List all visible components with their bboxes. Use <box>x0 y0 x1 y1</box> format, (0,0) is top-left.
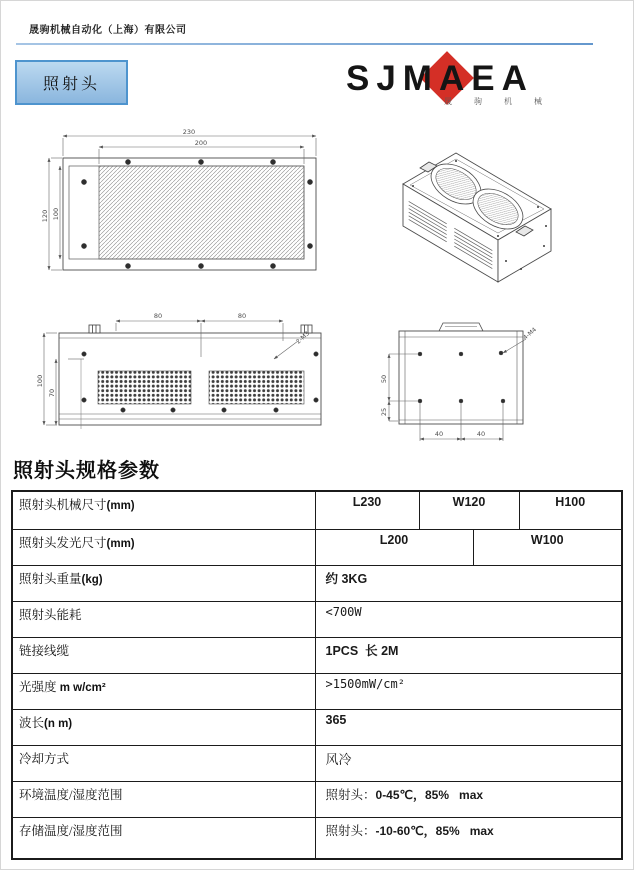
table-row <box>12 673 622 709</box>
table-row <box>12 817 622 859</box>
company-logo <box>346 57 554 107</box>
product-badge-label: 照射头 <box>42 76 100 93</box>
value-cell: 365 <box>315 709 622 745</box>
row-label-unit: (mm) <box>106 537 135 550</box>
row-label: 存储温度/湿度范围 <box>19 823 123 838</box>
table-row <box>12 565 622 601</box>
row-label-cell <box>12 745 315 781</box>
dim-120: 120 <box>41 209 49 223</box>
value-cell: W100 <box>473 529 622 565</box>
row-label: 环境温度/湿度范围 <box>19 787 123 802</box>
row-label-cell <box>12 565 315 601</box>
company-name: 晟驹机械自动化（上海）有限公司 <box>29 25 187 36</box>
row-label-cell <box>12 781 315 817</box>
value-cell: >1500mW/cm² <box>315 673 622 709</box>
table-row <box>12 781 622 817</box>
row-label: 光强度 <box>19 679 57 694</box>
row-label-cell <box>12 637 315 673</box>
row-label: 照射头机械尺寸 <box>19 498 107 512</box>
table-row <box>12 745 622 781</box>
emitting-window-hatch <box>99 166 304 259</box>
side-view-drawing <box>379 309 559 449</box>
value-cell <box>315 781 622 817</box>
value-cell: W120 <box>419 491 519 529</box>
note-4-m4: 4-M4 <box>522 326 539 342</box>
row-label: 链接线缆 <box>19 643 70 658</box>
row-label: 照射头发光尺寸 <box>19 535 107 550</box>
dim-40-left: 40 <box>434 430 444 438</box>
dim-80-right: 80 <box>237 312 247 320</box>
top-handle <box>439 323 483 331</box>
top-view-drawing <box>41 126 341 291</box>
value-text: -10-60℃，85% max <box>375 823 494 838</box>
row-label-unit: m w/cm² <box>56 681 106 694</box>
row-label-cell <box>12 491 315 529</box>
row-label-cell <box>12 709 315 745</box>
front-view-drawing <box>36 301 356 449</box>
logo-sub-text: 晟 驹 机 械 <box>444 97 552 106</box>
dim-50: 50 <box>380 374 388 384</box>
logo-brand-text: SJMAEA <box>346 59 534 98</box>
product-badge <box>15 60 128 105</box>
value-cell: 风冷 <box>315 745 622 781</box>
row-label-cell <box>12 529 315 565</box>
row-label-unit: (mm) <box>106 500 135 512</box>
row-label-cell <box>12 601 315 637</box>
note-2-m3: 2-M3 <box>295 330 311 346</box>
dim-100: 100 <box>52 207 60 221</box>
table-row <box>12 637 622 673</box>
value-cell: 约 3KG <box>315 565 622 601</box>
table-row <box>12 601 622 637</box>
table-row <box>12 529 622 565</box>
dim-230: 230 <box>182 128 196 136</box>
value-cell: <700W <box>315 601 622 637</box>
value-cell: L230 <box>315 491 419 529</box>
row-label: 照射头重量 <box>19 571 82 586</box>
dim-70: 70 <box>48 388 56 398</box>
dim-80-left: 80 <box>153 312 163 320</box>
table-row <box>12 491 622 529</box>
value-cell: H100 <box>519 491 622 529</box>
section-title: 照射头规格参数 <box>13 460 160 482</box>
value-text: 0-45℃，85% max <box>375 787 484 802</box>
row-label: 冷却方式 <box>19 751 70 766</box>
row-label-cell <box>12 817 315 859</box>
value-cell: L200 <box>315 529 473 565</box>
spec-table <box>11 490 623 860</box>
row-label: 波长 <box>19 715 45 730</box>
vent-grille-left <box>98 371 191 404</box>
table-row <box>12 709 622 745</box>
row-label-cell <box>12 673 315 709</box>
dim-40-right: 40 <box>476 430 486 438</box>
value-cell <box>315 817 622 859</box>
top-handles <box>89 325 312 333</box>
header-rule <box>16 43 593 45</box>
dim-25: 25 <box>380 407 388 417</box>
vent-grille-right <box>209 371 304 404</box>
dim-100: 100 <box>36 374 44 388</box>
dim-200: 200 <box>194 139 208 147</box>
value-cell: 1PCS 长 2M <box>315 637 622 673</box>
row-label-unit: (kg) <box>81 573 103 586</box>
value-prefix: 照射头： <box>325 787 376 802</box>
row-label-unit: (n m) <box>44 717 73 730</box>
isometric-view-drawing <box>386 141 581 301</box>
value-prefix: 照射头： <box>325 823 376 838</box>
row-label: 照射头能耗 <box>19 607 82 622</box>
